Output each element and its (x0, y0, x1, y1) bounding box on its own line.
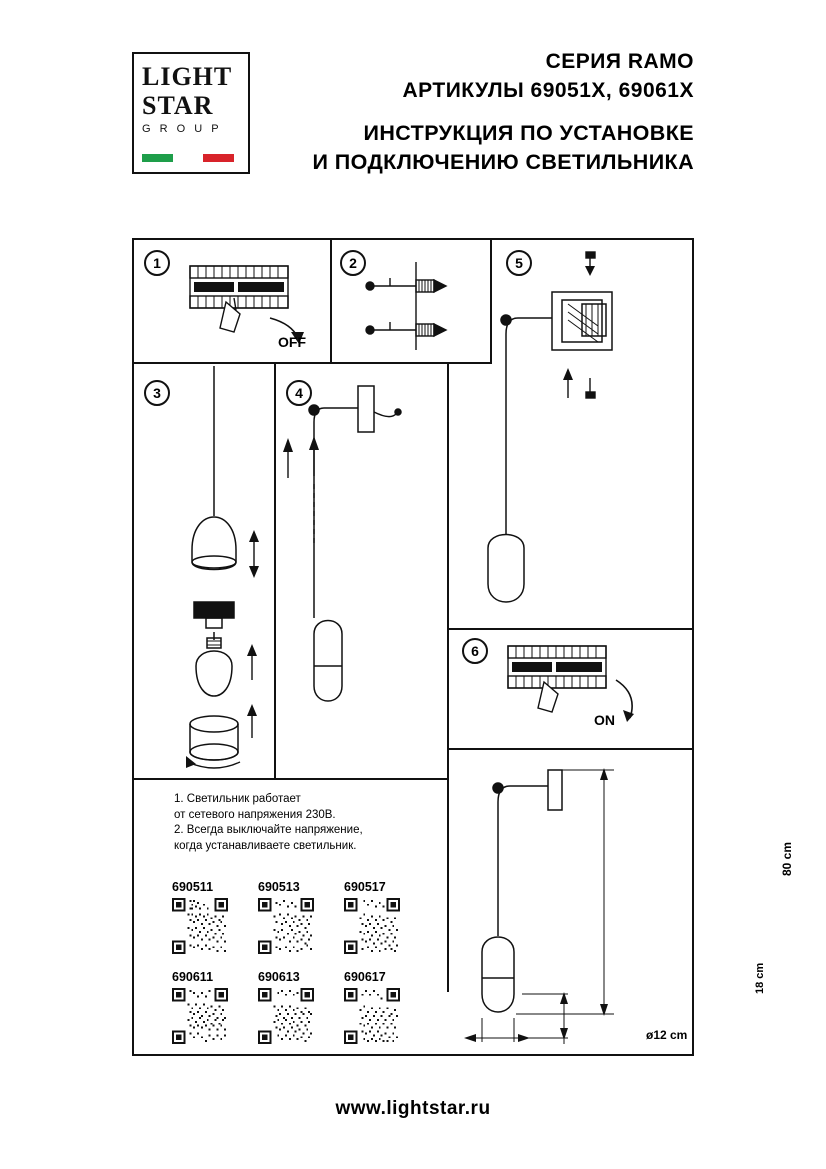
dimension-diameter-label: ø12 cm (646, 1028, 688, 1042)
product-codes (172, 880, 452, 1048)
diagram-frame (132, 238, 794, 1056)
code-cell (258, 970, 330, 1044)
qr-code-icon (344, 898, 400, 954)
step-badge-3: 3 (144, 380, 170, 406)
code-cell (344, 970, 416, 1044)
note-line-4: когда устанавливаете светильник. (174, 839, 357, 852)
code-label: 690613 (258, 970, 300, 984)
article-numbers: АРТИКУЛЫ 69051X, 69061X (402, 79, 694, 102)
divider-h-3 (447, 748, 694, 750)
divider-v-3 (274, 362, 276, 778)
qr-code-icon (258, 898, 314, 954)
code-row (172, 880, 452, 954)
step-6-caption: ON (594, 712, 615, 728)
step-badge-6: 6 (462, 638, 488, 664)
notes-block (174, 792, 434, 854)
italian-flag-icon (142, 154, 234, 162)
logo-line-1: LIGHT (142, 62, 233, 91)
qr-code-icon (172, 898, 228, 954)
step-5-illustration (494, 252, 694, 622)
step-badge-4: 4 (286, 380, 312, 406)
note-line-1: 1. Светильник работает (174, 793, 301, 805)
divider-h-1 (134, 362, 492, 364)
step-badge-5: 5 (506, 250, 532, 276)
dimension-depth-label: 18 cm (754, 962, 766, 994)
step-badge-2: 2 (340, 250, 366, 276)
code-label: 690517 (344, 880, 386, 894)
code-label: 690513 (258, 880, 300, 894)
footer-website[interactable]: www.lightstar.ru (335, 1098, 491, 1119)
divider-v-1 (330, 240, 332, 362)
step-1-illustration (178, 252, 328, 360)
code-label: 690511 (172, 880, 214, 894)
code-label: 690617 (344, 970, 386, 984)
divider-h-2 (447, 628, 694, 630)
note-line-3: 2. Всегда выключайте напряжение, (174, 824, 363, 836)
step-4-illustration (284, 366, 444, 774)
step-badge-1: 1 (144, 250, 170, 276)
step-1-caption: OFF (278, 334, 306, 350)
series-title: СЕРИЯ RAMO (545, 50, 694, 73)
qr-code-icon (172, 988, 228, 1044)
logo-line-2: STAR (142, 91, 214, 120)
step-3-illustration (152, 366, 272, 774)
header (132, 48, 694, 193)
step-6-illustration (496, 636, 676, 744)
step-2-illustration (360, 254, 490, 360)
code-row (172, 970, 452, 1044)
code-cell (344, 880, 416, 954)
title-block (292, 48, 694, 177)
logo-group-text: G R O U P (142, 123, 222, 135)
code-label: 690611 (172, 970, 214, 984)
qr-code-icon (258, 988, 314, 1044)
divider-h-4 (134, 778, 449, 780)
qr-code-icon (344, 988, 400, 1044)
instruction-title-line-1: ИНСТРУКЦИЯ ПО УСТАНОВКЕ (363, 121, 694, 145)
note-line-2: от сетевого напряжения 230В. (174, 808, 336, 821)
logo (132, 52, 250, 174)
instruction-title-line-2: И ПОДКЛЮЧЕНИЮ СВЕТИЛЬНИКА (312, 150, 694, 174)
dimension-height-label: 80 cm (780, 841, 794, 876)
divider-v-2 (490, 240, 492, 362)
code-cell (172, 970, 244, 1044)
code-cell (258, 880, 330, 954)
dimension-drawing (464, 756, 794, 1054)
code-cell (172, 880, 244, 954)
